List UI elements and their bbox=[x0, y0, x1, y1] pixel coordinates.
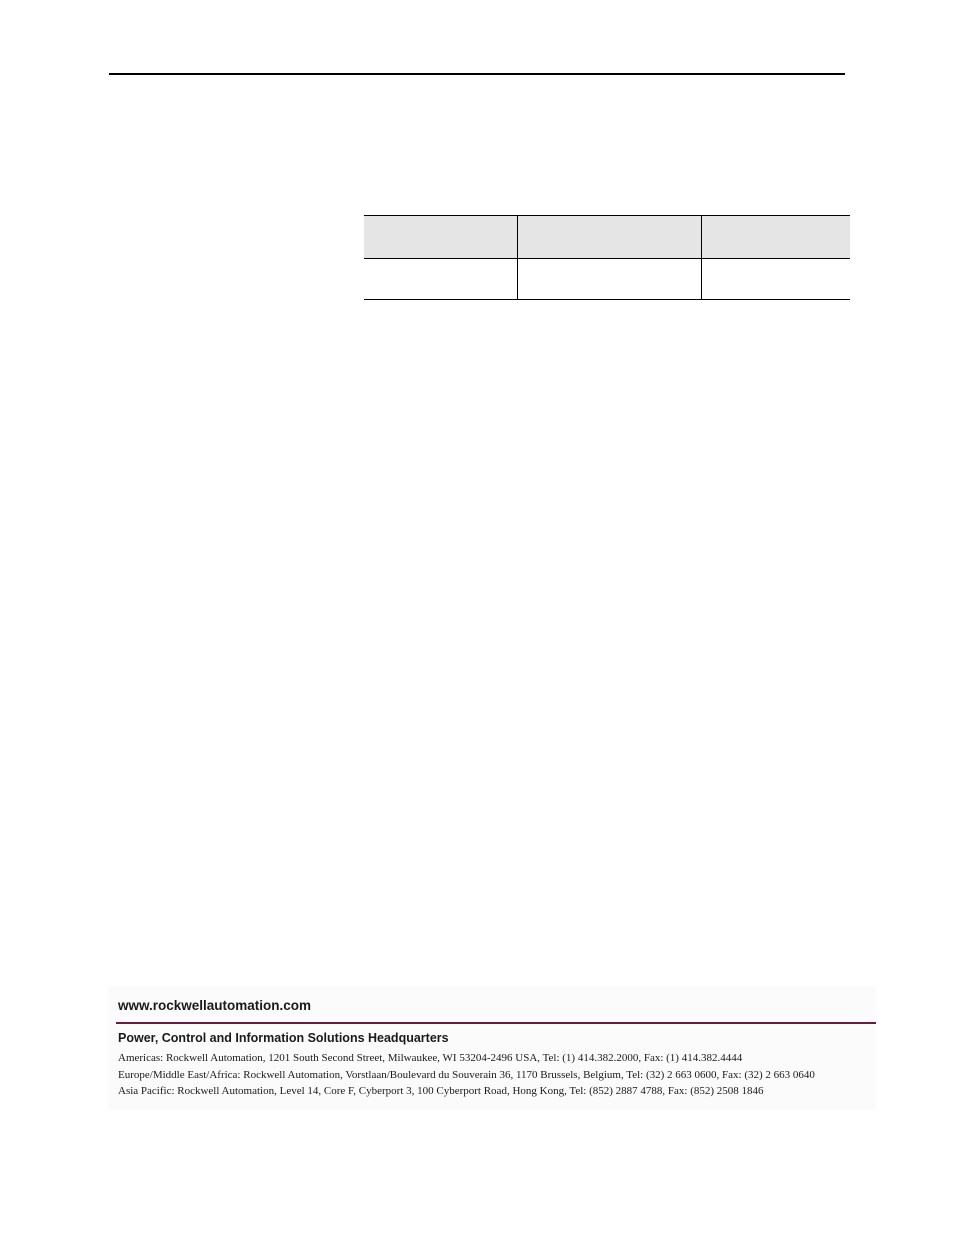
table-cell bbox=[364, 259, 518, 300]
table-header-row bbox=[364, 216, 850, 259]
table-cell bbox=[701, 259, 850, 300]
table-header-cell bbox=[364, 216, 518, 259]
footer-address-americas: Americas: Rockwell Automation, 1201 South Second Street, Milwaukee, WI 53204-2496 USA, Tel: (1) 414.382.2000, Fax: (1) 414.382.4444 bbox=[118, 1052, 743, 1064]
header-rule bbox=[109, 73, 845, 75]
footer-headquarters-title: Power, Control and Information Solutions Headquarters bbox=[118, 1031, 449, 1045]
table-header-cell bbox=[518, 216, 701, 259]
table-cell bbox=[518, 259, 701, 300]
footer-divider bbox=[116, 1022, 876, 1024]
footer bbox=[108, 986, 876, 1110]
footer-website-link[interactable]: www.rockwellautomation.com bbox=[118, 998, 312, 1013]
table-header-cell bbox=[701, 216, 850, 259]
footer-address-emea: Europe/Middle East/Africa: Rockwell Automation, Vorstlaan/Boulevard du Souverain 36, 1170 Brussels, Belgium, Tel: (32) 2 663 0600, Fax: (32) 2 663 0640 bbox=[118, 1069, 815, 1081]
table-row bbox=[364, 259, 850, 300]
revision-table bbox=[364, 215, 850, 300]
footer-address-asia-pacific: Asia Pacific: Rockwell Automation, Level 14, Core F, Cyberport 3, 100 Cyberport Road, Hong Kong, Tel: (852) 2887 4788, Fax: (852) 2508 1846 bbox=[118, 1085, 764, 1097]
